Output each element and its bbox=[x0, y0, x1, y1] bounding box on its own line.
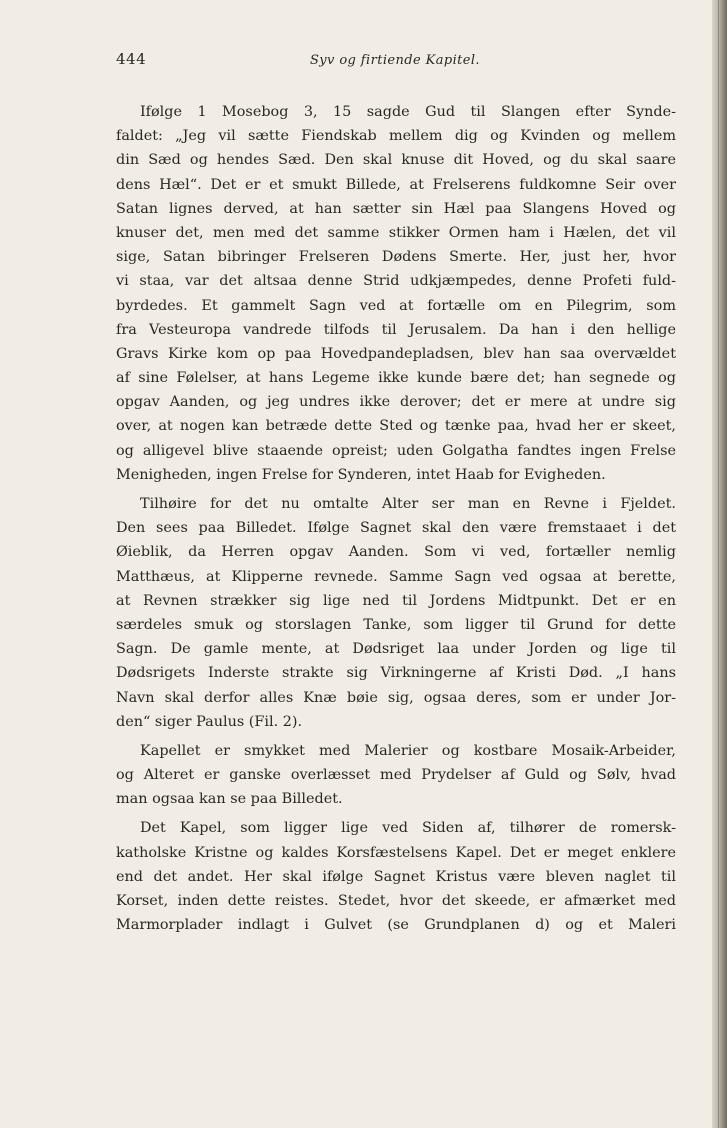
text-line: Tilhøire for det nu omtalte Alter ser man en Revne i Fjeldet. bbox=[140, 496, 676, 512]
text-line: Den sees paa Billedet. Ifølge Sagnet skal den være fremstaaet i det bbox=[116, 520, 676, 537]
paragraph bbox=[116, 739, 676, 812]
text-line: Korset, inden dette reistes. Stedet, hvor det skeede, er afmærket med bbox=[116, 893, 676, 909]
text-line: fra Vesteuropa vandrede tilfods til Jerusalem. Da han i den hellige bbox=[116, 321, 676, 338]
text-line: din Sæd og hendes Sæd. Den skal knuse dit Hoved, og du skal saare bbox=[116, 152, 676, 169]
text-line: af sine Følelser, at hans Legeme ikke kunde bære det; han segnede og bbox=[116, 370, 676, 387]
text-line: dens Hæl“. Det er et smukt Billede, at Frelserens fuldkomne Seir over bbox=[116, 176, 676, 193]
text-line: Marmorplader indlagt i Gulvet (se Grundplanen d) og et Maleri bbox=[116, 917, 676, 934]
text-line: Sagn. De gamle mente, at Dødsriget laa under Jorden og lige til bbox=[116, 641, 676, 658]
text-line: vi staa, var det altsaa denne Strid udkjæmpedes, denne Profeti fuld- bbox=[116, 273, 676, 290]
binding-shadow bbox=[718, 0, 719, 1128]
text-line: Kapellet er smykket med Malerier og kostbare Mosaik-Arbeider, bbox=[140, 742, 676, 759]
text-line: Ifølge 1 Mosebog 3, 15 sagde Gud til Slangen efter Synde- bbox=[140, 104, 676, 120]
text-line: over, at nogen kan betræde dette Sted og tænke paa, hvad her er skeet, bbox=[116, 418, 676, 435]
text-line: sige, Satan bibringer Frelseren Dødens Smerte. Her, just her, hvor bbox=[116, 249, 676, 266]
text-line: knuser det, men med det samme stikker Ormen ham i Hælen, det vil bbox=[116, 224, 676, 241]
text-line: Navn skal derfor alles Knæ bøie sig, ogsaa deres, som er under Jor- bbox=[116, 689, 676, 706]
text-line: byrdedes. Et gammelt Sagn ved at fortælle om en Pilegrim, som bbox=[116, 297, 676, 314]
page-edge bbox=[712, 0, 727, 1128]
page-number: 444 bbox=[116, 50, 147, 68]
paragraph bbox=[116, 816, 676, 937]
text-line: Det Kapel, som ligger lige ved Siden af, tilhører de romersk- bbox=[140, 820, 676, 837]
text-line: den“ siger Paulus (Fil. 2). bbox=[116, 713, 303, 730]
text-line: man ogsaa kan se paa Billedet. bbox=[116, 791, 343, 808]
page-header bbox=[116, 50, 676, 74]
text-line: særdeles smuk og storslagen Tanke, som ligger til Grund for dette bbox=[116, 616, 676, 633]
paragraph bbox=[116, 492, 676, 734]
text-line: og alligevel blive staaende opreist; uden Golgatha fandtes ingen Frelse bbox=[116, 442, 676, 459]
text-line: Matthæus, at Klipperne revnede. Samme Sagn ved ogsaa at berette, bbox=[116, 568, 676, 585]
text-line: faldet: „Jeg vil sætte Fiendskab mellem dig og Kvinden og mellem bbox=[116, 128, 676, 145]
text-line: end det andet. Her skal ifølge Sagnet Kristus være bleven naglet til bbox=[116, 868, 676, 885]
text-line: at Revnen strækker sig lige ned til Jordens Midtpunkt. Det er en bbox=[116, 592, 676, 609]
text-line: Dødsrigets Inderste strakte sig Virkningerne af Kristi Død. „I hans bbox=[116, 665, 676, 682]
running-title: Syv og firtiende Kapitel. bbox=[310, 53, 480, 68]
text-line: Satan lignes derved, at han sætter sin Hæl paa Slangens Hoved og bbox=[116, 200, 676, 217]
body-text bbox=[116, 100, 676, 937]
text-line: Menigheden, ingen Frelse for Synderen, intet Haab for Evigheden. bbox=[116, 466, 606, 483]
text-line: og Alteret er ganske overlæsset med Prydelser af Guld og Sølv, hvad bbox=[116, 767, 676, 784]
text-line: Gravs Kirke kom op paa Hovedpandepladsen, blev han saa overvældet bbox=[116, 345, 676, 362]
paragraph bbox=[116, 100, 676, 487]
text-line: opgav Aanden, og jeg undres ikke derover; det er mere at undre sig bbox=[116, 394, 676, 411]
text-line: katholske Kristne og kaldes Korsfæstelsens Kapel. Det er meget enklere bbox=[116, 844, 676, 861]
text-line: Øieblik, da Herren opgav Aanden. Som vi ved, fortæller nemlig bbox=[116, 544, 676, 561]
